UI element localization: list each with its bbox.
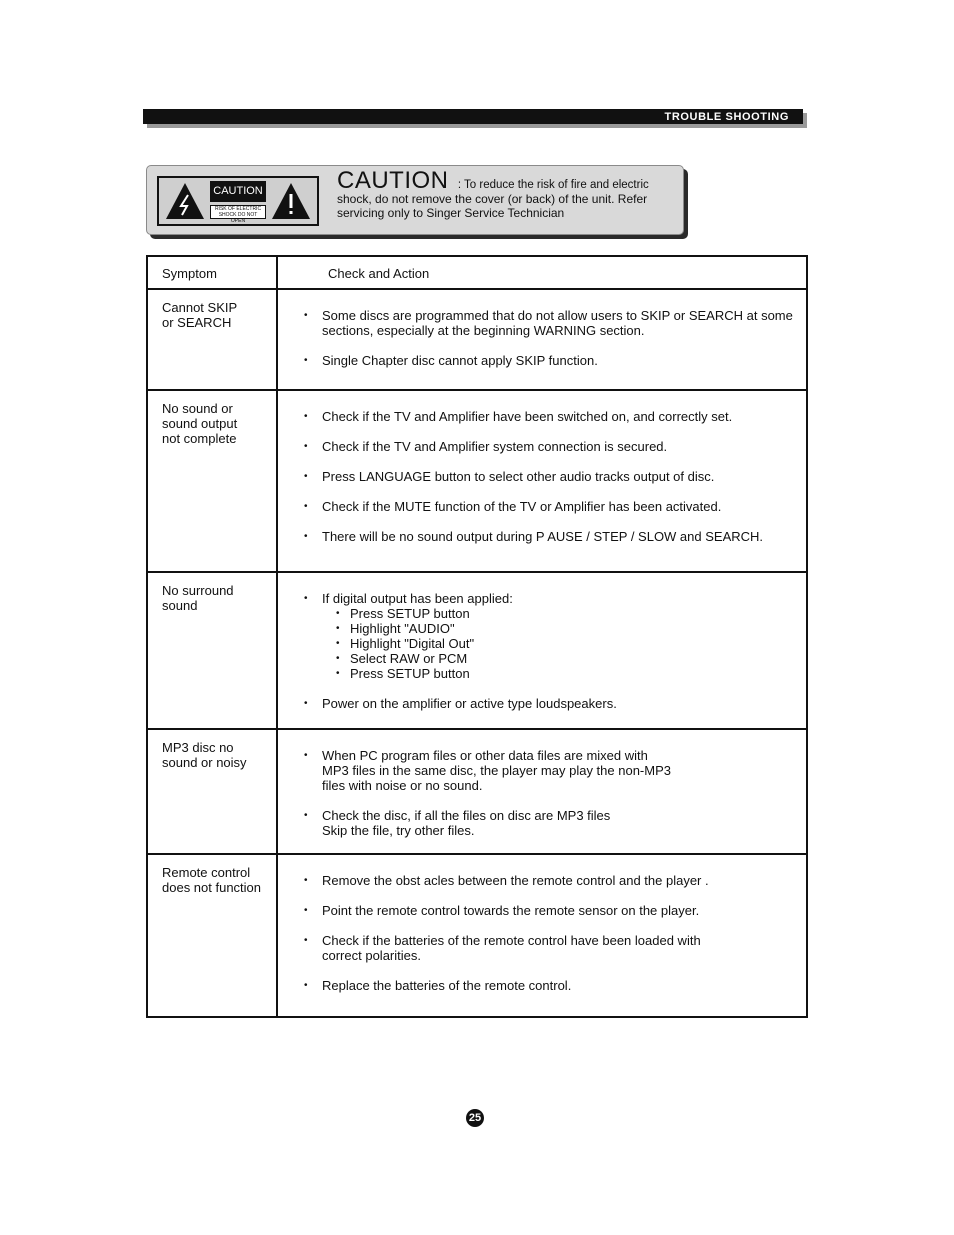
- action-text: files with noise or no sound.: [322, 778, 483, 793]
- action-text: MP3 files in the same disc, the player may play the non-MP3: [322, 763, 671, 778]
- action-list: [304, 409, 802, 544]
- list-item: [304, 978, 802, 993]
- table-row: [147, 854, 807, 1017]
- action-header: Check and Action: [277, 256, 807, 289]
- action-text: Skip the file, try other files.: [322, 823, 475, 838]
- action-text: correct polarities.: [322, 948, 421, 963]
- action-text: • Point the remote control towards the remote sensor on the player.: [322, 903, 700, 918]
- sub-step: • Press SETUP button: [336, 606, 802, 621]
- symptom-line: sound: [162, 598, 198, 613]
- action-text: • Check the disc, if all the files on disc are MP3 files: [322, 808, 611, 823]
- symptom-line: No surround: [162, 583, 234, 598]
- action-cell: [277, 289, 807, 390]
- caution-line-3: servicing only to Singer Service Technician: [337, 206, 565, 220]
- action-cell: [277, 572, 807, 729]
- troubleshooting-table: [146, 255, 808, 1018]
- table-row: [147, 390, 807, 572]
- list-item: [304, 499, 802, 514]
- caution-text: [337, 167, 677, 220]
- list-item: [304, 808, 802, 838]
- symptom-cell: [147, 572, 277, 729]
- action-cell: [277, 854, 807, 1017]
- symptom-line: not complete: [162, 431, 237, 446]
- symptom-line: sound or noisy: [162, 755, 247, 770]
- action-text: • Remove the obst acles between the remote control and the player .: [322, 873, 709, 888]
- caution-title: CAUTION: [337, 167, 449, 194]
- symptom-cell: [147, 289, 277, 390]
- action-text: • Check if the TV and Amplifier have been switched on, and correctly set.: [322, 409, 733, 424]
- symptom-line: MP3 disc no: [162, 740, 234, 755]
- section-title: TROUBLE SHOOTING: [664, 110, 789, 123]
- action-cell: [277, 390, 807, 572]
- list-item: [304, 873, 802, 888]
- action-cell: [277, 729, 807, 854]
- caution-box: [146, 165, 684, 235]
- exclamation-warning-icon: [270, 181, 312, 221]
- symptom-line: or SEARCH: [162, 315, 232, 330]
- action-text: • Single Chapter disc cannot apply SKIP function.: [322, 353, 598, 368]
- list-item: [304, 903, 802, 918]
- table-row: [147, 729, 807, 854]
- symptom-line: sound output: [162, 416, 238, 431]
- sub-step: • Highlight "Digital Out": [336, 636, 802, 651]
- action-text: • Check if the TV and Amplifier system connection is secured.: [322, 439, 668, 454]
- action-text: • If digital output has been applied:: [322, 591, 513, 606]
- list-item: [304, 591, 802, 681]
- symptom-cell: [147, 390, 277, 572]
- list-item: [304, 439, 802, 454]
- symptom-line: No sound or: [162, 401, 233, 416]
- action-text: • Replace the batteries of the remote control.: [322, 978, 572, 993]
- list-item: [304, 529, 802, 544]
- lightning-warning-icon: [164, 181, 206, 221]
- action-list: [304, 748, 802, 838]
- symptom-header: Symptom: [147, 256, 277, 289]
- list-item: [304, 308, 802, 338]
- action-text: • Press LANGUAGE button to select other audio tracks output of disc.: [322, 469, 715, 484]
- symptom-cell: [147, 729, 277, 854]
- page-number: 25: [466, 1109, 484, 1127]
- list-item: [304, 933, 802, 963]
- sub-step: • Highlight "AUDIO": [336, 621, 802, 636]
- action-text: • There will be no sound output during P AUSE / STEP / SLOW and SEARCH.: [322, 529, 764, 544]
- caution-symbols: [157, 176, 319, 226]
- action-list: [304, 591, 802, 711]
- caution-label-block: [210, 181, 266, 224]
- action-text: • Check if the batteries of the remote control have been loaded with: [322, 933, 701, 948]
- symptom-line: does not function: [162, 880, 262, 895]
- caution-label: CAUTION: [210, 181, 266, 202]
- action-text: • Check if the MUTE function of the TV or Amplifier has been activated.: [322, 499, 722, 514]
- table-row: [147, 572, 807, 729]
- list-item: [304, 409, 802, 424]
- shock-warning-label: RISK OF ELECTRIC SHOCK DO NOT OPEN: [210, 205, 266, 219]
- list-item: [304, 353, 802, 368]
- section-header-bar: [143, 109, 803, 124]
- symptom-cell: [147, 854, 277, 1017]
- table-body: [147, 289, 807, 1017]
- symptom-line: Remote control: [162, 865, 251, 880]
- sub-step: • Select RAW or PCM: [336, 651, 802, 666]
- caution-line-2: shock, do not remove the cover (or back) of the unit. Refer: [337, 192, 648, 206]
- action-text: • Power on the amplifier or active type loudspeakers.: [322, 696, 617, 711]
- action-text: • When PC program files or other data files are mixed with: [322, 748, 648, 763]
- action-text: • Some discs are programmed that do not allow users to SKIP or SEARCH at some sections, especially at the beginning WARNING section.: [322, 308, 793, 338]
- list-item: [304, 696, 802, 711]
- action-list: [304, 308, 802, 368]
- caution-lead: : To reduce the risk of fire and electric: [457, 179, 649, 191]
- sub-step: • Press SETUP button: [336, 666, 802, 681]
- symptom-line: Cannot SKIP: [162, 300, 238, 315]
- table-row: [147, 289, 807, 390]
- list-item: [304, 748, 802, 793]
- sub-step-list: [322, 606, 802, 681]
- list-item: [304, 469, 802, 484]
- table-header-row: [147, 256, 807, 289]
- action-list: [304, 873, 802, 993]
